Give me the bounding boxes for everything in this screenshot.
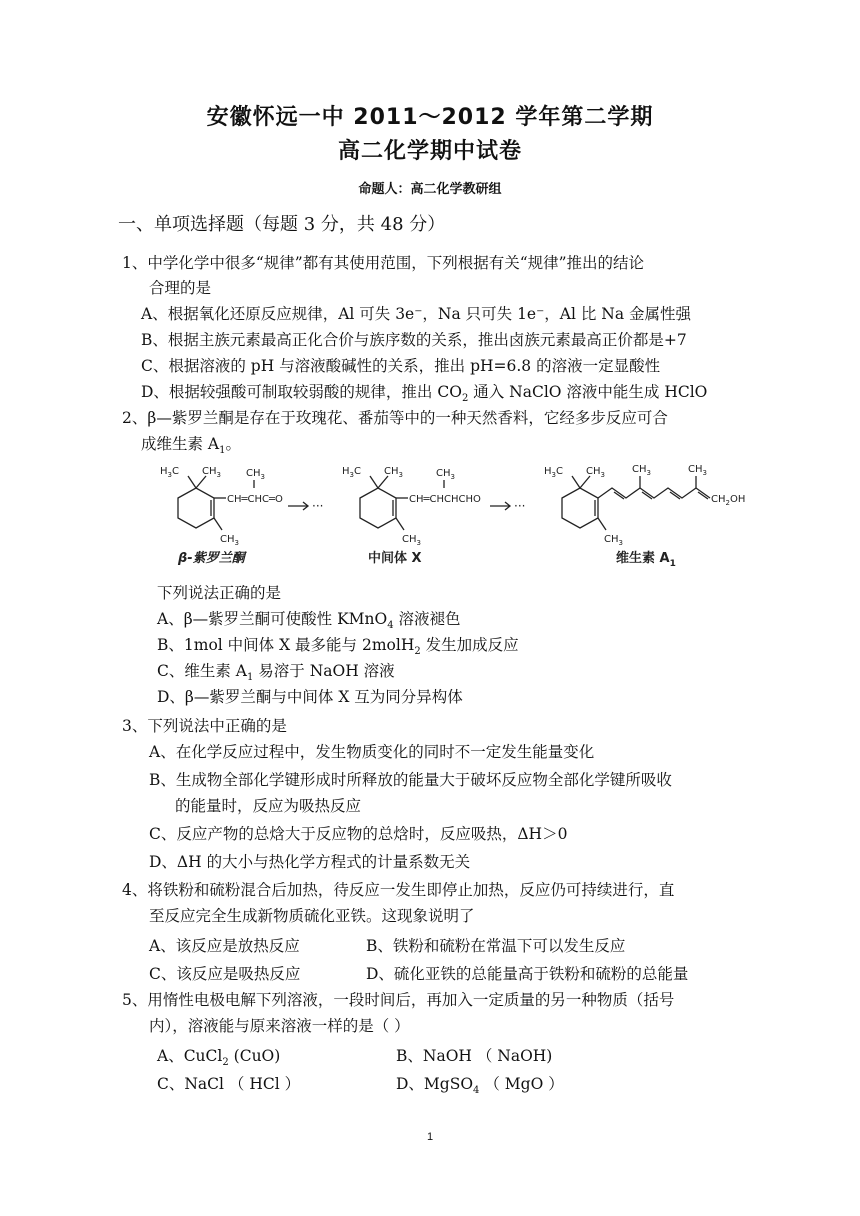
q2-option-a	[157, 609, 461, 636]
page-number: 1	[426, 1131, 434, 1143]
reaction-arrow-2	[490, 499, 525, 513]
q2-stem-sub: 1	[219, 445, 226, 457]
q2-option-d: D、β—紫罗兰酮与中间体 X 互为同分异构体	[157, 688, 463, 706]
q2-option-b-post: 发生加成反应	[420, 636, 519, 654]
q4-option-b: B、铁粉和硫粉在常温下可以发生反应	[366, 937, 626, 955]
q5-option-b: B、NaOH （ NaOH)	[396, 1047, 553, 1065]
q5-option-d-post: （ MgO ）	[479, 1075, 564, 1093]
reaction-arrow-1	[288, 499, 323, 513]
s1-ch3-top: $CH_3$	[202, 466, 221, 479]
q1-option-c: C、根据溶液的 pH 与溶液酸碱性的关系，推出 pH=6.8 的溶液一定显酸性	[141, 357, 661, 375]
q2-option-a-sub: 4	[387, 620, 394, 632]
q5-option-a-sub: 2	[222, 1057, 229, 1069]
s1-side-chain: CH═CHC═O	[227, 494, 283, 505]
author-line: 命题人：高二化学教研组	[358, 182, 502, 197]
q1-option-a: A、根据氧化还原反应规律，Al 可失 3e⁻，Na 只可失 1e⁻，Al 比 Na 金属性强	[141, 305, 692, 323]
q3-option-b-line2: 的能量时，反应为吸热反应	[175, 797, 362, 815]
q4-stem-line1: 4、将铁粉和硫粉混合后加热，待反应一发生即停止加热，反应仍可持续进行，直	[122, 881, 675, 899]
s2-ch3-top: $CH_3$	[384, 466, 403, 479]
q4-option-a: A、该反应是放热反应	[149, 937, 300, 955]
q2-prompt: 下列说法正确的是	[157, 584, 282, 602]
q4-option-d: D、硫化亚铁的总能量高于铁粉和硫粉的总能量	[366, 965, 689, 983]
q2-option-a-pre: A、β—紫罗兰酮可使酸性 KMnO	[157, 610, 388, 628]
s1-label: β-紫罗兰酮	[178, 551, 245, 566]
q2-stem-pre: 成维生素 A	[141, 435, 220, 453]
q3-option-a: A、在化学反应过程中，发生物质变化的同时不一定发生能量变化	[149, 743, 595, 761]
q5-option-d	[396, 1072, 564, 1096]
q3-option-d: D、ΔH 的大小与热化学方程式的计量系数无关	[149, 853, 471, 871]
q1-stem-line2: 合理的是	[149, 279, 212, 297]
q3-option-c: C、反应产物的总焓大于反应物的总焓时，反应吸热，ΔH＞0	[149, 825, 568, 843]
beta-ionone-structure	[160, 466, 283, 566]
s3-ch3-chain-2: $CH_3$	[688, 464, 707, 477]
q1-stem-line1: 1、中学化学中很多“规律”都有其使用范围，下列根据有关“规律”推出的结论	[122, 254, 645, 272]
s1-h3c: $H_3C$	[160, 466, 179, 479]
s2-h3c: $H_3C$	[342, 466, 361, 479]
q3-stem: 3、下列说法中正确的是	[122, 717, 287, 735]
q4-stem-line2: 至反应完全生成新物质硫化亚铁。这现象说明了	[149, 907, 475, 925]
section-heading: 一、单项选择题（每题 3 分，共 48 分）	[118, 214, 446, 235]
s2-ch3-bottom: $CH_3$	[402, 534, 421, 547]
s3-h3c: $H_3C$	[544, 466, 563, 479]
q2-stem-line1: 2、β—紫罗兰酮是存在于玫瑰花、番茄等中的一种天然香料，它经多步反应可合	[122, 409, 668, 427]
q5-option-d-sub: 4	[473, 1085, 480, 1097]
q2-option-c	[157, 661, 395, 688]
s2-label: 中间体 X	[368, 551, 422, 566]
q5-option-d-pre: D、MgSO	[396, 1075, 474, 1093]
q2-option-c-pre: C、维生素 A	[157, 662, 247, 680]
s3-ch2oh: $CH_2OH$	[711, 494, 746, 507]
s3-ch3-bottom: $CH_3$	[604, 534, 623, 547]
exam-title-line2: 高二化学期中试卷	[337, 139, 522, 164]
q2-option-c-post: 易溶于 NaOH 溶液	[253, 662, 395, 680]
q1-option-d	[141, 382, 707, 409]
q1-option-d-sub: 2	[461, 393, 469, 405]
s1-ch3-chain: $CH_3$	[246, 468, 265, 481]
q1-option-d-post: 通入 NaClO 溶液中能生成 HClO	[468, 383, 708, 401]
q5-option-a-post: (CuO)	[228, 1047, 281, 1065]
q2-option-c-sub: 1	[246, 672, 254, 684]
q2-option-b-sub: 2	[414, 646, 421, 658]
q2-option-b-pre: B、1mol 中间体 X 最多能与 2molH	[157, 636, 415, 654]
q1-option-d-pre: D、根据较强酸可制取较弱酸的规律，推出 CO	[141, 383, 462, 401]
q5-option-c: C、NaCl （ HCl ）	[157, 1075, 301, 1093]
exam-title-line1: 安徽怀远一中 2011～2012 学年第二学期	[206, 105, 654, 130]
q5-option-a	[157, 1044, 280, 1068]
s1-ch3-bottom: $CH_3$	[220, 534, 239, 547]
reaction-scheme	[148, 458, 758, 576]
q2-option-b	[157, 635, 519, 662]
q1-option-b: B、根据主族元素最高正化合价与族序数的关系，推出卤族元素最高正价都是+7	[141, 331, 687, 349]
s2-side-chain: CH═CHCHCHO	[409, 494, 481, 505]
q5-option-a-pre: A、CuCl	[157, 1047, 223, 1065]
s3-label: 维生素 $A_1$	[616, 551, 676, 569]
svg-text:···: ···	[312, 499, 324, 513]
svg-text:···: ···	[514, 499, 526, 513]
q5-stem-line2: 内），溶液能与原来溶液一样的是（ ）	[149, 1017, 410, 1035]
s2-ch3-chain: $CH_3$	[436, 468, 455, 481]
vitamin-a1-structure	[544, 464, 745, 569]
s3-ch3-ring: $CH_3$	[586, 466, 605, 479]
q3-option-b-line1: B、生成物全部化学键形成时所释放的能量大于破坏反应物全部化学键所吸收	[149, 771, 672, 789]
q5-stem-line1: 5、用惰性电极电解下列溶液，一段时间后，再加入一定质量的另一种物质（括号	[122, 991, 675, 1009]
q2-stem-post: 。	[225, 435, 242, 453]
q2-option-a-post: 溶液褪色	[393, 610, 461, 628]
q4-option-c: C、该反应是吸热反应	[149, 965, 301, 983]
intermediate-x-structure	[342, 466, 481, 566]
s3-ch3-chain-1: $CH_3$	[632, 464, 651, 477]
